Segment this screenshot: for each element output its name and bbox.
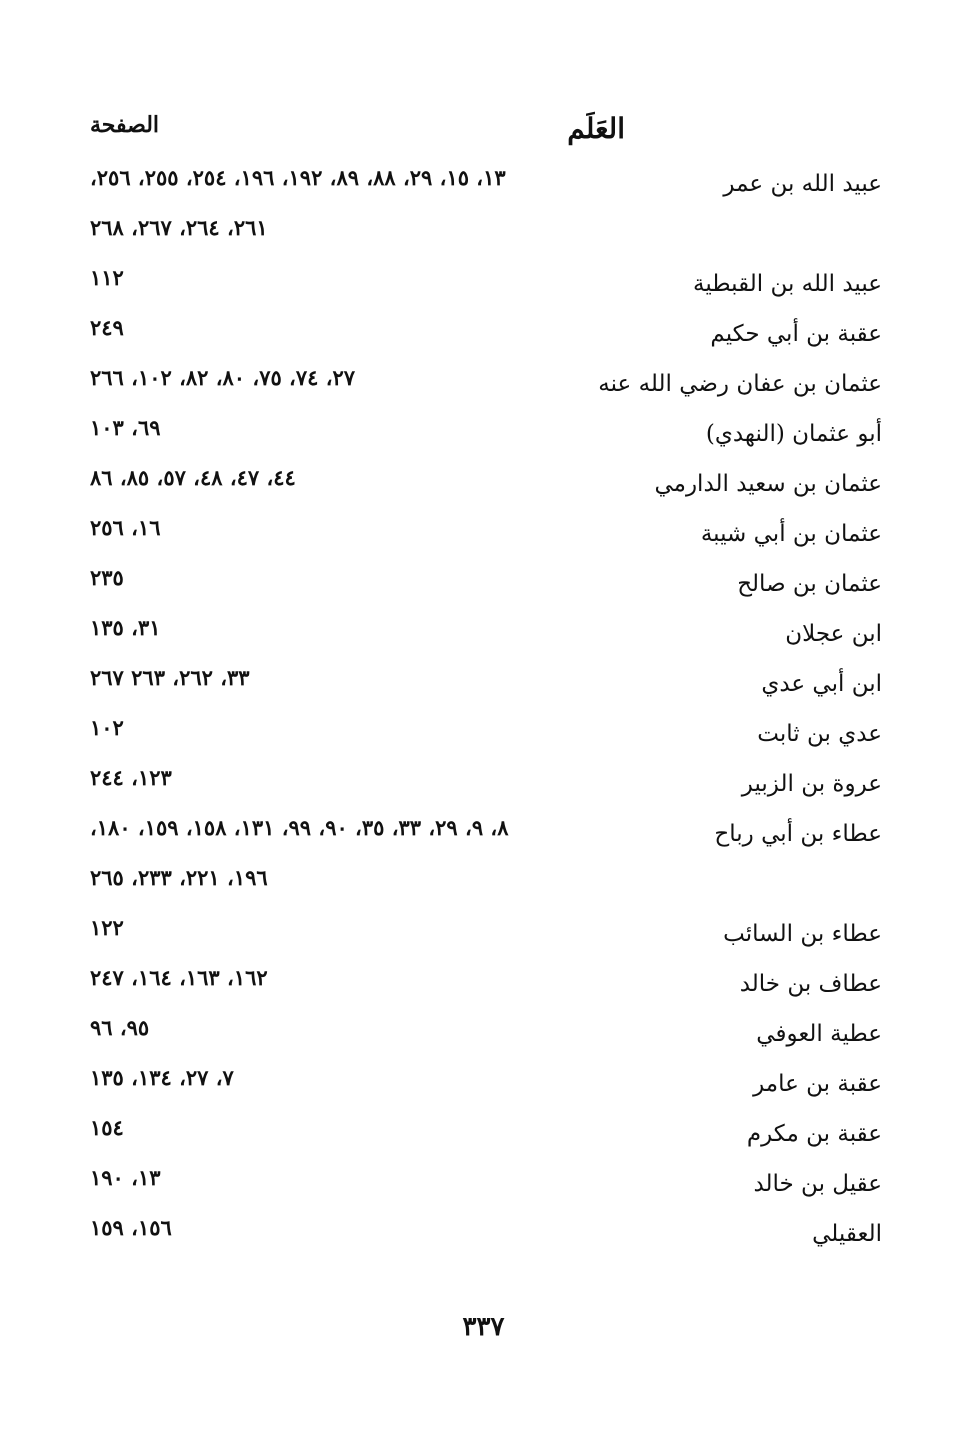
index-entries bbox=[0, 165, 967, 1265]
index-entry bbox=[0, 765, 967, 815]
index-entry bbox=[0, 715, 967, 765]
entry-name: عطاف بن خالد bbox=[739, 971, 882, 997]
index-entry bbox=[0, 465, 967, 515]
index-entry bbox=[0, 915, 967, 965]
entry-name: عثمان بن عفان رضي الله عنه bbox=[598, 371, 882, 397]
entry-name: عدي بن ثابت bbox=[757, 721, 882, 747]
index-entry bbox=[0, 1165, 967, 1215]
entry-name: عبيد الله بن عمر bbox=[723, 171, 882, 197]
entry-pages: ٧، ٢٧، ١٣٤، ١٣٥ bbox=[90, 1065, 234, 1090]
entry-pages: ٤٤، ٤٧، ٤٨، ٥٧، ٨٥، ٨٦ bbox=[90, 465, 296, 490]
entry-pages: ١٣، ١٩٠ bbox=[90, 1165, 161, 1190]
entry-pages: ١٢٣، ٢٤٤ bbox=[90, 765, 172, 790]
index-entry bbox=[0, 665, 967, 715]
index-entry bbox=[0, 415, 967, 465]
entry-name: عقيل بن خالد bbox=[753, 1171, 882, 1197]
entry-pages: ١٢٢ bbox=[90, 915, 124, 940]
entry-name: عقبة بن أبي حكيم bbox=[710, 321, 882, 347]
entry-name: عثمان بن سعيد الدارمي bbox=[654, 471, 882, 497]
index-entry bbox=[0, 365, 967, 415]
entry-pages: ٢٤٩ bbox=[90, 315, 124, 340]
entry-name: عطاء بن أبي رباح bbox=[714, 821, 882, 847]
column-header-page: الصفحة bbox=[90, 112, 160, 138]
entry-pages: ١٦، ٢٥٦ bbox=[90, 515, 161, 540]
entry-pages: ١٥٤ bbox=[90, 1115, 124, 1140]
entry-pages: ٩٥، ٩٦ bbox=[90, 1015, 150, 1040]
entry-name: عقبة بن مكرم bbox=[746, 1121, 882, 1147]
index-entry bbox=[0, 965, 967, 1015]
index-entry bbox=[0, 265, 967, 315]
column-header-name: العَلَم bbox=[567, 112, 625, 145]
entry-name: عطاء بن السائب bbox=[723, 921, 882, 947]
entry-name: عثمان بن صالح bbox=[737, 571, 882, 597]
entry-pages: ٢٧، ٧٤، ٧٥، ٨٠، ٨٢، ١٠٢، ٢٦٦ bbox=[90, 365, 356, 390]
entry-name: عثمان بن أبي شيبة bbox=[700, 521, 882, 547]
entry-pages: ١٣، ١٥، ٢٩، ٨٨، ٨٩، ١٩٢، ١٩٦، ٢٥٤، ٢٥٥، ٢٥٦، bbox=[90, 165, 506, 190]
entry-name: عروة بن الزبير bbox=[741, 771, 882, 797]
entry-pages: ٣٣، ٢٦٢، ٢٦٣ ٢٦٧ bbox=[90, 665, 250, 690]
entry-pages: ١٠٢ bbox=[90, 715, 124, 740]
index-entry bbox=[0, 565, 967, 615]
entry-pages-continued: ٢٦١، ٢٦٤، ٢٦٧، ٢٦٨ bbox=[90, 215, 268, 240]
page-number: ٣٣٧ bbox=[462, 1312, 505, 1342]
entry-name: العقيلي bbox=[812, 1221, 882, 1247]
entry-name: ابن أبي عدي bbox=[761, 671, 882, 697]
entry-pages: ١١٢ bbox=[90, 265, 124, 290]
index-entry bbox=[0, 515, 967, 565]
index-entry bbox=[0, 1215, 967, 1265]
entry-pages: ٦٩، ١٠٣ bbox=[90, 415, 161, 440]
entry-pages-continued: ١٩٦، ٢٢١، ٢٣٣، ٢٦٥ bbox=[90, 865, 268, 890]
entry-pages: ١٦٢، ١٦٣، ١٦٤، ٢٤٧ bbox=[90, 965, 268, 990]
entry-pages: ٢٣٥ bbox=[90, 565, 124, 590]
index-entry bbox=[0, 165, 967, 265]
entry-pages: ١٥٦، ١٥٩ bbox=[90, 1215, 172, 1240]
entry-name: أبو عثمان (النهدي) bbox=[705, 421, 882, 447]
index-entry bbox=[0, 315, 967, 365]
index-entry bbox=[0, 1065, 967, 1115]
index-entry bbox=[0, 815, 967, 915]
entry-name: ابن عجلان bbox=[785, 621, 882, 647]
index-entry bbox=[0, 1015, 967, 1065]
entry-pages: ٣١، ١٣٥ bbox=[90, 615, 161, 640]
entry-pages: ٨، ٩، ٢٩، ٣٣، ٣٥، ٩٠، ٩٩، ١٣١، ١٥٨، ١٥٩، ١٨٠، bbox=[90, 815, 509, 840]
index-entry bbox=[0, 615, 967, 665]
entry-name: عبيد الله بن القبطية bbox=[693, 271, 882, 297]
entry-name: عطية العوفي bbox=[756, 1021, 882, 1047]
entry-name: عقبة بن عامر bbox=[753, 1071, 882, 1097]
index-entry bbox=[0, 1115, 967, 1165]
